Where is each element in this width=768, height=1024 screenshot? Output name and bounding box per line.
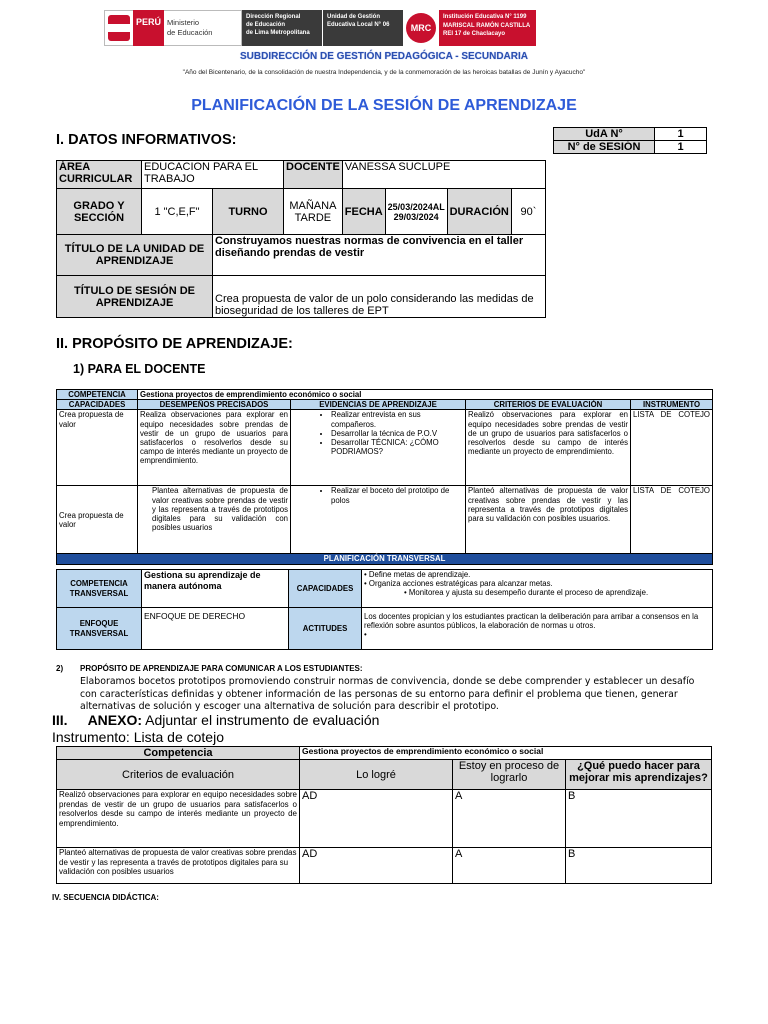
competencia-value: Gestiona proyectos de emprendimiento económico o social bbox=[138, 390, 713, 400]
section-1-heading: I. DATOS INFORMATIVOS: bbox=[56, 132, 237, 148]
criterio-1: Realizó observaciones para explorar en equipo necesidades sobre prendas de vestir de un grupo de usuarios para satisfacerlos o resolverlos desde su campo de interés mediante un proyecto de emprendimiento. bbox=[466, 410, 631, 486]
lc-logre-1: AD bbox=[300, 790, 453, 848]
page-title: PLANIFICACIÓN DE LA SESIÓN DE APRENDIZAJE bbox=[191, 97, 577, 114]
enfoque-label: ENFOQUE TRANSVERSAL bbox=[57, 608, 142, 650]
section-2-heading: II. PROPÓSITO DE APRENDIZAJE: bbox=[56, 336, 293, 352]
duracion-value: 90` bbox=[511, 189, 545, 235]
actitudes-value: Los docentes propician y los estudiantes practican la deliberación para arribar a consensos en la reflexión sobre asuntos públicos, la elaboración de normas u otros. bbox=[364, 612, 699, 631]
instrumento-label: Instrumento: Lista de cotejo bbox=[52, 729, 224, 745]
sesion-label: N° de SESIÓN bbox=[554, 141, 655, 154]
section-3-heading bbox=[52, 712, 379, 728]
docente-label: DOCENTE bbox=[284, 161, 343, 189]
col-evidencias: EVIDENCIAS DE APRENDIZAJE bbox=[291, 400, 466, 410]
unidad-value: Construyamos nuestras normas de convivencia en el taller diseñando prendas de vestir bbox=[213, 235, 546, 276]
lc-col-logre: Lo logré bbox=[300, 760, 453, 790]
evidencia-item: • Realizar el boceto del prototipo de polos bbox=[331, 486, 463, 504]
capacidades-label: CAPACIDADES bbox=[289, 570, 362, 608]
lc-col-mejorar: ¿Qué puedo hacer para mejorar mis aprendizajes? bbox=[566, 760, 712, 790]
lc-mejorar-2: B bbox=[566, 848, 712, 884]
lc-criterio-1: Realizó observaciones para explorar en equipo necesidades sobre prendas de vestir de un grupo de usuarios para satisfacerlos o resolverlos desde su campo de interés mediante un proyecto de emprendimiento. bbox=[57, 790, 300, 848]
school-name: Institución Educativa N° 1199 MARISCAL RAMÓN CASTILLA REI 17 de Chaclacayo bbox=[439, 10, 536, 46]
ct-label: COMPETENCIA TRANSVERSAL bbox=[57, 570, 142, 608]
capacidad-1: Crea propuesta de valor bbox=[57, 410, 138, 486]
evidencia-item: • Realizar entrevista en sus compañeros. bbox=[331, 410, 463, 428]
actitudes-label: ACTITUDES bbox=[289, 608, 362, 650]
area-value: EDUCACION PARA EL TRABAJO bbox=[142, 161, 284, 189]
lc-competencia-value: Gestiona proyectos de emprendimiento económico o social bbox=[300, 747, 712, 760]
section-4-heading: IV. SECUENCIA DIDÁCTICA: bbox=[52, 893, 159, 902]
para-el-docente-heading: 1) PARA EL DOCENTE bbox=[73, 362, 206, 376]
uda-label: UdA N° bbox=[554, 128, 655, 141]
capacidad-item: • Organiza acciones estratégicas para alcanzar metas. bbox=[364, 579, 553, 589]
capacidad-item: • Define metas de aprendizaje. bbox=[364, 570, 471, 579]
grado-label: GRADO Y SECCIÓN bbox=[57, 189, 142, 235]
evidencias-1 bbox=[291, 410, 466, 486]
subdireccion-title: SUBDIRECCIÓN DE GESTIÓN PEDAGÓGICA - SECUNDARIA bbox=[240, 51, 528, 62]
institution-header bbox=[104, 10, 536, 46]
sub2-title: PROPÓSITO DE APRENDIZAJE PARA COMUNICAR A LOS ESTUDIANTES: bbox=[80, 664, 363, 673]
lc-proceso-1: A bbox=[453, 790, 566, 848]
sub2-text: Elaboramos bocetos prototipos promoviendo construir normas de convivencia, donde se debe comprender y establecer un desafío con características definidas y obtener información de las personas de su entorno para definir el problema que tienen, generar alternativas de solución y escoger una alternativa de solución para describir el prototipo. bbox=[80, 676, 695, 712]
instrumento-2: LISTA DE COTEJO bbox=[631, 486, 713, 554]
competencias-table bbox=[56, 389, 713, 565]
area-label: ÁREA CURRICULAR bbox=[57, 161, 142, 189]
sub2-number: 2) bbox=[56, 664, 64, 673]
actitudes-bullet: • bbox=[364, 630, 367, 640]
minedu-logo bbox=[104, 10, 242, 46]
section-3-number: III. bbox=[52, 712, 68, 728]
evidencias-2 bbox=[291, 486, 466, 554]
competencia-label: COMPETENCIA bbox=[57, 390, 138, 400]
lc-mejorar-1: B bbox=[566, 790, 712, 848]
lc-col-proceso: Estoy en proceso de lograrlo bbox=[453, 760, 566, 790]
lc-competencia-label: Competencia bbox=[57, 747, 300, 760]
ministerio-label: Ministerio de Educación bbox=[167, 18, 213, 37]
sesion-value: 1 bbox=[655, 141, 707, 154]
enfoque-value: ENFOQUE DE DERECHO bbox=[142, 608, 289, 650]
evidencia-item: • Desarrollar TÉCNICA: ¿CÓMO PODRIAMOS? bbox=[331, 438, 463, 456]
year-motto: "Año del Bicentenario, de la consolidación de nuestra Independencia, y de la conmemoración de las heroicas batallas de Junín y Ayacucho" bbox=[182, 69, 586, 76]
turno-value: MAÑANA TARDE bbox=[284, 189, 343, 235]
lc-criterios-label: Criterios de evaluación bbox=[57, 760, 300, 790]
ugel-label: Unidad de Gestión Educativa Local N° 06 bbox=[322, 10, 403, 46]
section-3-rest: Adjuntar el instrumento de evaluación bbox=[145, 712, 380, 728]
criterio-2: Planteó alternativas de propuesta de valor creativas sobre prendas de vestir y las representa a través de prototipos digitales para su validación con posibles usuarios. bbox=[466, 486, 631, 554]
turno-label: TURNO bbox=[213, 189, 284, 235]
datos-table bbox=[56, 160, 546, 318]
session-number-table bbox=[553, 127, 707, 154]
col-capacidades: CAPACIDADES bbox=[57, 400, 138, 410]
fecha-label: FECHA bbox=[342, 189, 385, 235]
capacidad-2: Crea propuesta de valor bbox=[57, 486, 138, 554]
desempeno-1: Realiza observaciones para explorar en equipo necesidades sobre prendas de vestir de un grupo de usuarios para satisfacerlos o resolverlos desde su campo de interés mediante un proyecto de emprendimiento. bbox=[138, 410, 291, 486]
col-criterios: CRITERIOS DE EVALUACIÓN bbox=[466, 400, 631, 410]
docente-value: VANESSA SUCLUPE bbox=[342, 161, 545, 189]
uda-value: 1 bbox=[655, 128, 707, 141]
lc-proceso-2: A bbox=[453, 848, 566, 884]
col-desempenos: DESEMPEÑOS PRECISADOS bbox=[138, 400, 291, 410]
sesion-titulo-label: TÍTULO DE SESIÓN DE APRENDIZAJE bbox=[57, 276, 213, 318]
col-instrumento: INSTRUMENTO bbox=[631, 400, 713, 410]
capacidad-item: • Monitorea y ajusta su desempeño durante el proceso de aprendizaje. bbox=[404, 588, 649, 598]
lc-logre-2: AD bbox=[300, 848, 453, 884]
ct-value: Gestiona su aprendizaje de manera autónoma bbox=[142, 570, 289, 608]
capacidades-list bbox=[362, 570, 713, 608]
grado-value: 1 "C,E,F" bbox=[142, 189, 213, 235]
desempeno-2: Plantea alternativas de propuesta de valor creativas sobre prendas de vestir y las representa a través de prototipos digitales para su validación con posibles usuarios bbox=[138, 486, 291, 554]
section-3-bold: ANEXO: bbox=[87, 712, 143, 728]
duracion-label: DURACIÓN bbox=[447, 189, 511, 235]
lista-cotejo-table bbox=[56, 746, 712, 884]
instrumento-1: LISTA DE COTEJO bbox=[631, 410, 713, 486]
lc-criterio-2: Planteó alternativas de propuesta de valor creativas sobre prendas de vestir y las representa a través de prototipos digitales para su validación con posibles usuarios bbox=[57, 848, 300, 884]
dre-label: Dirección Regional de Educación de Lima Metropolitana bbox=[242, 10, 322, 46]
evidencia-item: • Desarrollar la técnica de P.O.V bbox=[331, 429, 463, 438]
peru-shield-icon bbox=[108, 15, 130, 41]
transversal-table bbox=[56, 569, 713, 650]
peru-label: PERÚ bbox=[133, 10, 164, 46]
school-seal-icon: MRC bbox=[403, 10, 439, 46]
sesion-titulo-value: Crea propuesta de valor de un polo considerando las medidas de bioseguridad de los talleres de EPT bbox=[213, 276, 546, 318]
actitudes-cell bbox=[362, 608, 713, 650]
transversal-title: PLANIFICACIÓN TRANSVERSAL bbox=[57, 554, 713, 564]
fecha-value: 25/03/2024AL 29/03/2024 bbox=[385, 189, 447, 235]
unidad-label: TÍTULO DE LA UNIDAD DE APRENDIZAJE bbox=[57, 235, 213, 276]
